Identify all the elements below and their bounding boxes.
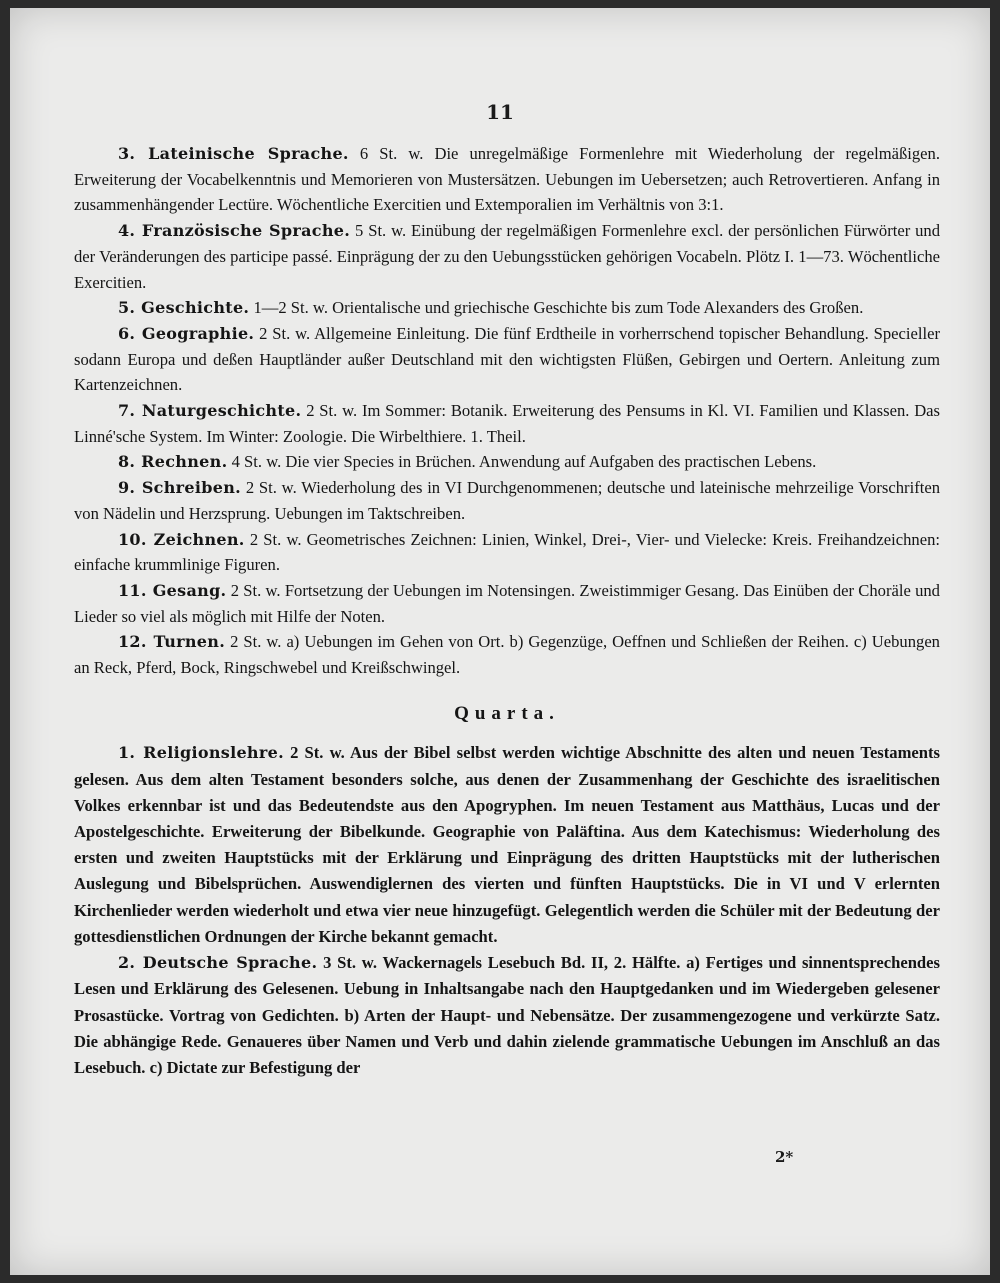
item-text: 1—2 St. w. Orientalische und griechische Geschichte bis zum Tode Alexanders des Großen.: [253, 298, 864, 318]
section-title: Quarta.: [454, 702, 560, 724]
item-text: 2 St. w. Fortsetzung der Uebungen im Notensingen. Zweistimmiger Gesang. Das Einüben der Choräle und Lieder so viel als möglich mit Hilfe der Noten.: [74, 580, 940, 626]
item-text: 2 St. w. Geometrisches Zeichnen: Linien, Winkel, Drei-, Vier- und Vielecke: Kreis. Freihandzeichnen: einfache krummlinige Figuren.: [74, 529, 940, 575]
item-heading: 1. Religionslehre.: [118, 743, 284, 763]
item-heading: 2. Deutsche Sprache.: [118, 953, 318, 973]
page-number: 11: [486, 100, 514, 124]
paragraph-writing: [74, 475, 940, 526]
item-heading: 6. Geographie.: [118, 323, 255, 343]
paragraph-german: [74, 950, 940, 1081]
item-heading: 7. Naturgeschichte.: [118, 401, 302, 421]
item-text: 2 St. w. Aus der Bibel selbst werden wichtige Abschnitte des alten und neuen Testaments gelesen. Aus dem alten Testament besonders solche, aus denen der Zusammenhang der Geschichte des israelitischen Volkes erkennbar ist und das Bedeutendste aus den Apogryphen. Im neuen Testament aus Matthäus, Lucas und der Apostelgeschichte. Erweiterung der Bibelkunde. Geographie von Paläftina. Aus dem Katechismus: Wiederholung des ersten und zweiten Hauptstücks mit der Erklärung und Einprägung des dritten Hauptstücks mit der lutherischen Auslegung und Bibelsprüchen. Auswendiglernen des vierten und fünften Hauptstücks. Die in VI und V erlernten Kirchenlieder werden wiederholt und etwa vier neue hinzugefügt. Gelegentlich werden die Schüler mit der Bedeutung der gottesdienstlichen Ordnungen der Kirche bekannt gemacht.: [74, 743, 940, 946]
signature-mark: 2*: [775, 1148, 794, 1166]
item-heading: 11. Gesang.: [118, 580, 227, 600]
paragraph-natural-history: [74, 398, 940, 449]
item-heading: 5. Geschichte.: [118, 298, 250, 318]
paragraph-latin: [74, 141, 940, 218]
item-heading: 3. Lateinische Sprache.: [118, 144, 349, 163]
paragraph-french: [74, 218, 940, 295]
item-text: 2 St. w. Allgemeine Einleitung. Die fünf Erdtheile in vorherrschend topischer Behandlung. Specieller sodann Europa und deßen Hauptländer außer Deutschland mit den wichtigsten Flüßen, Gebirgen und Oertern. Anleitung zum Kartenzeichnen.: [74, 323, 941, 395]
item-heading: 9. Schreiben.: [118, 478, 242, 498]
quarta-section: [74, 740, 940, 1081]
document-page: [10, 8, 990, 1275]
item-text: 2 St. w. a) Uebungen im Gehen von Ort. b) Gegenzüge, Oeffnen und Schließen der Reihen. c) Uebungen an Reck, Pferd, Bock, Ringschwebel und Kreißschwingel.: [74, 632, 940, 678]
item-text: 6 St. w. Die unregelmäßige Formenlehre mit Wiederholung der regelmäßigen. Erweiterung der Vocabelkenntnis und Memorieren von Mustersätzen. Uebungen im Uebersetzen; auch Retrovertieren. Anfang in zusammenhängender Lectüre. Wöchentliche Exercitien und Extemporalien im Verhältnis von 3:1.: [74, 144, 940, 215]
item-text: 4 St. w. Die vier Species in Brüchen. Anwendung auf Aufgaben des practischen Lebens.: [231, 452, 817, 472]
paragraph-history: [74, 295, 940, 321]
item-heading: 4. Französische Sprache.: [118, 221, 351, 241]
item-text: 2 St. w. Wiederholung des in VI Durchgenommenen; deutsche und lateinische mehrzeilige Vorschriften von Nädelin und Herzsprung. Uebungen im Taktschreiben.: [74, 478, 940, 523]
paragraph-drawing: [74, 527, 940, 578]
item-heading: 12. Turnen.: [118, 632, 226, 652]
item-text: 5 St. w. Einübung der regelmäßigen Formenlehre excl. der persönlichen Fürwörter und der Veränderungen des participe passé. Einprägung der zu den Uebungsstücken gehörigen Vocabeln. Plötz I. 1—73. Wöchentliche Exercitien.: [74, 221, 941, 292]
paragraph-singing: [74, 578, 940, 629]
item-text: 2 St. w. Im Sommer: Botanik. Erweiterung des Pensums in Kl. VI. Familien und Klassen. Das Linné'sche System. Im Winter: Zoologie. Die Wirbelthiere. 1. Theil.: [74, 401, 940, 446]
paragraph-arithmetic: [74, 449, 940, 475]
paragraph-gymnastics: [74, 629, 940, 680]
item-heading: 10. Zeichnen.: [118, 529, 245, 549]
paragraph-religion: [74, 740, 940, 950]
page-content: [74, 141, 940, 1081]
paragraph-geography: [74, 321, 940, 398]
tertia-section: [74, 141, 940, 681]
item-heading: 8. Rechnen.: [118, 452, 228, 472]
item-text: 3 St. w. Wackernagels Lesebuch Bd. II, 2. Hälfte. a) Fertiges und sinnentsprechendes Lesen und Erklärung des Gelesenen. Uebung in Inhaltsangabe nach den Hauptgedanken und im Wiedergeben gelesener Prosastücke. Vortrag von Gedichten. b) Arten der Haupt- und Nebensätze. Der zusammengezogene und verkürzte Satz. Die abhängige Rede. Genaueres über Namen und Verb und dahin zielende grammatische Uebungen im Anschluß an das Lesebuch. c) Dictate zur Befestigung der: [74, 953, 940, 1077]
